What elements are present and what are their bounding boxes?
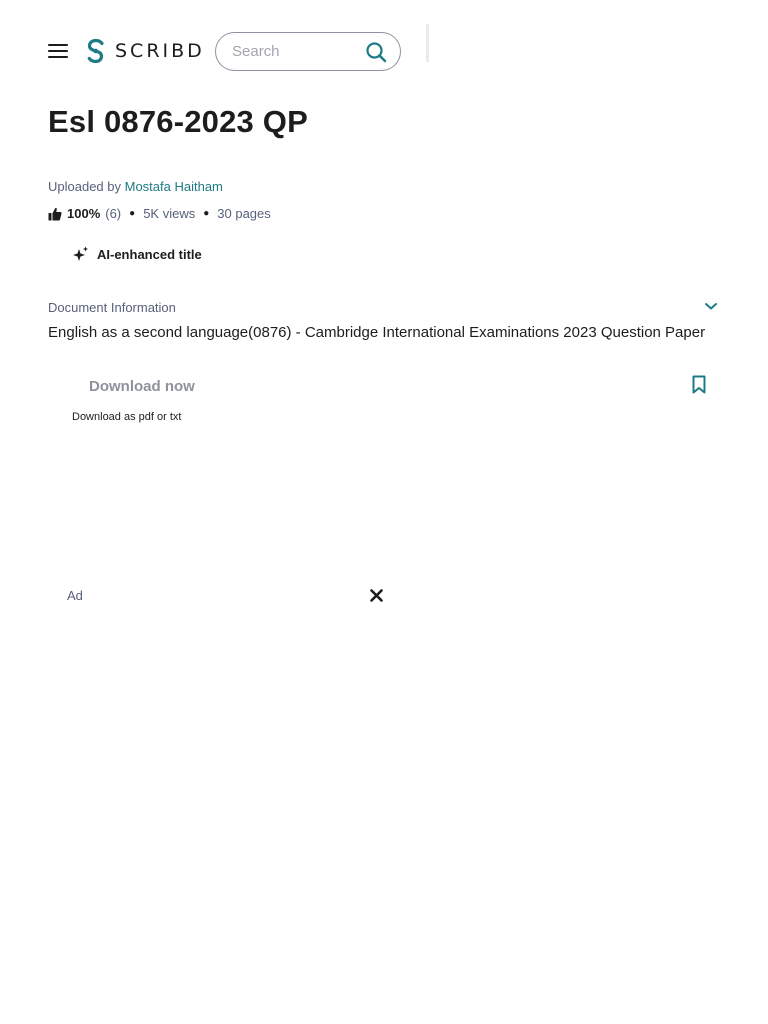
menu-icon[interactable]: [44, 38, 72, 64]
logo-text: SCRIBD: [115, 40, 205, 62]
close-icon[interactable]: [368, 587, 385, 604]
uploaded-prefix: Uploaded by: [48, 179, 121, 194]
chevron-down-icon[interactable]: [703, 298, 719, 314]
separator-dot: ●: [129, 208, 136, 219]
thumbs-up-icon: [48, 207, 62, 221]
document-title: Esl 0876-2023 QP: [48, 104, 308, 139]
bookmark-icon[interactable]: [690, 375, 708, 394]
document-description: English as a second language(0876) - Cambridge International Examinations 2023 Question Paper: [48, 324, 706, 341]
document-stats: [48, 206, 271, 221]
search-icon[interactable]: [364, 40, 388, 64]
ai-enhanced-title: [72, 246, 202, 263]
scribd-logo[interactable]: [85, 38, 205, 64]
sparkle-icon: [72, 246, 89, 263]
rating-percent: 100%: [67, 206, 101, 221]
ad-label: Ad: [67, 588, 83, 603]
header-divider: [426, 24, 429, 62]
search-box[interactable]: [215, 32, 401, 71]
uploader-link[interactable]: Mostafa Haitham: [124, 179, 223, 194]
ai-enhanced-label: AI-enhanced title: [97, 247, 202, 262]
views-count: 5K views: [143, 206, 196, 221]
search-input[interactable]: [232, 43, 364, 60]
document-info-label: Document Information: [48, 300, 176, 315]
uploaded-by: [48, 179, 223, 194]
scribd-logo-icon: [85, 38, 107, 64]
download-subtitle: Download as pdf or txt: [72, 411, 182, 423]
rating-count: (6): [105, 206, 122, 221]
download-button[interactable]: Download now: [89, 377, 195, 395]
separator-dot: ●: [203, 208, 210, 219]
page-count: 30 pages: [217, 206, 271, 221]
